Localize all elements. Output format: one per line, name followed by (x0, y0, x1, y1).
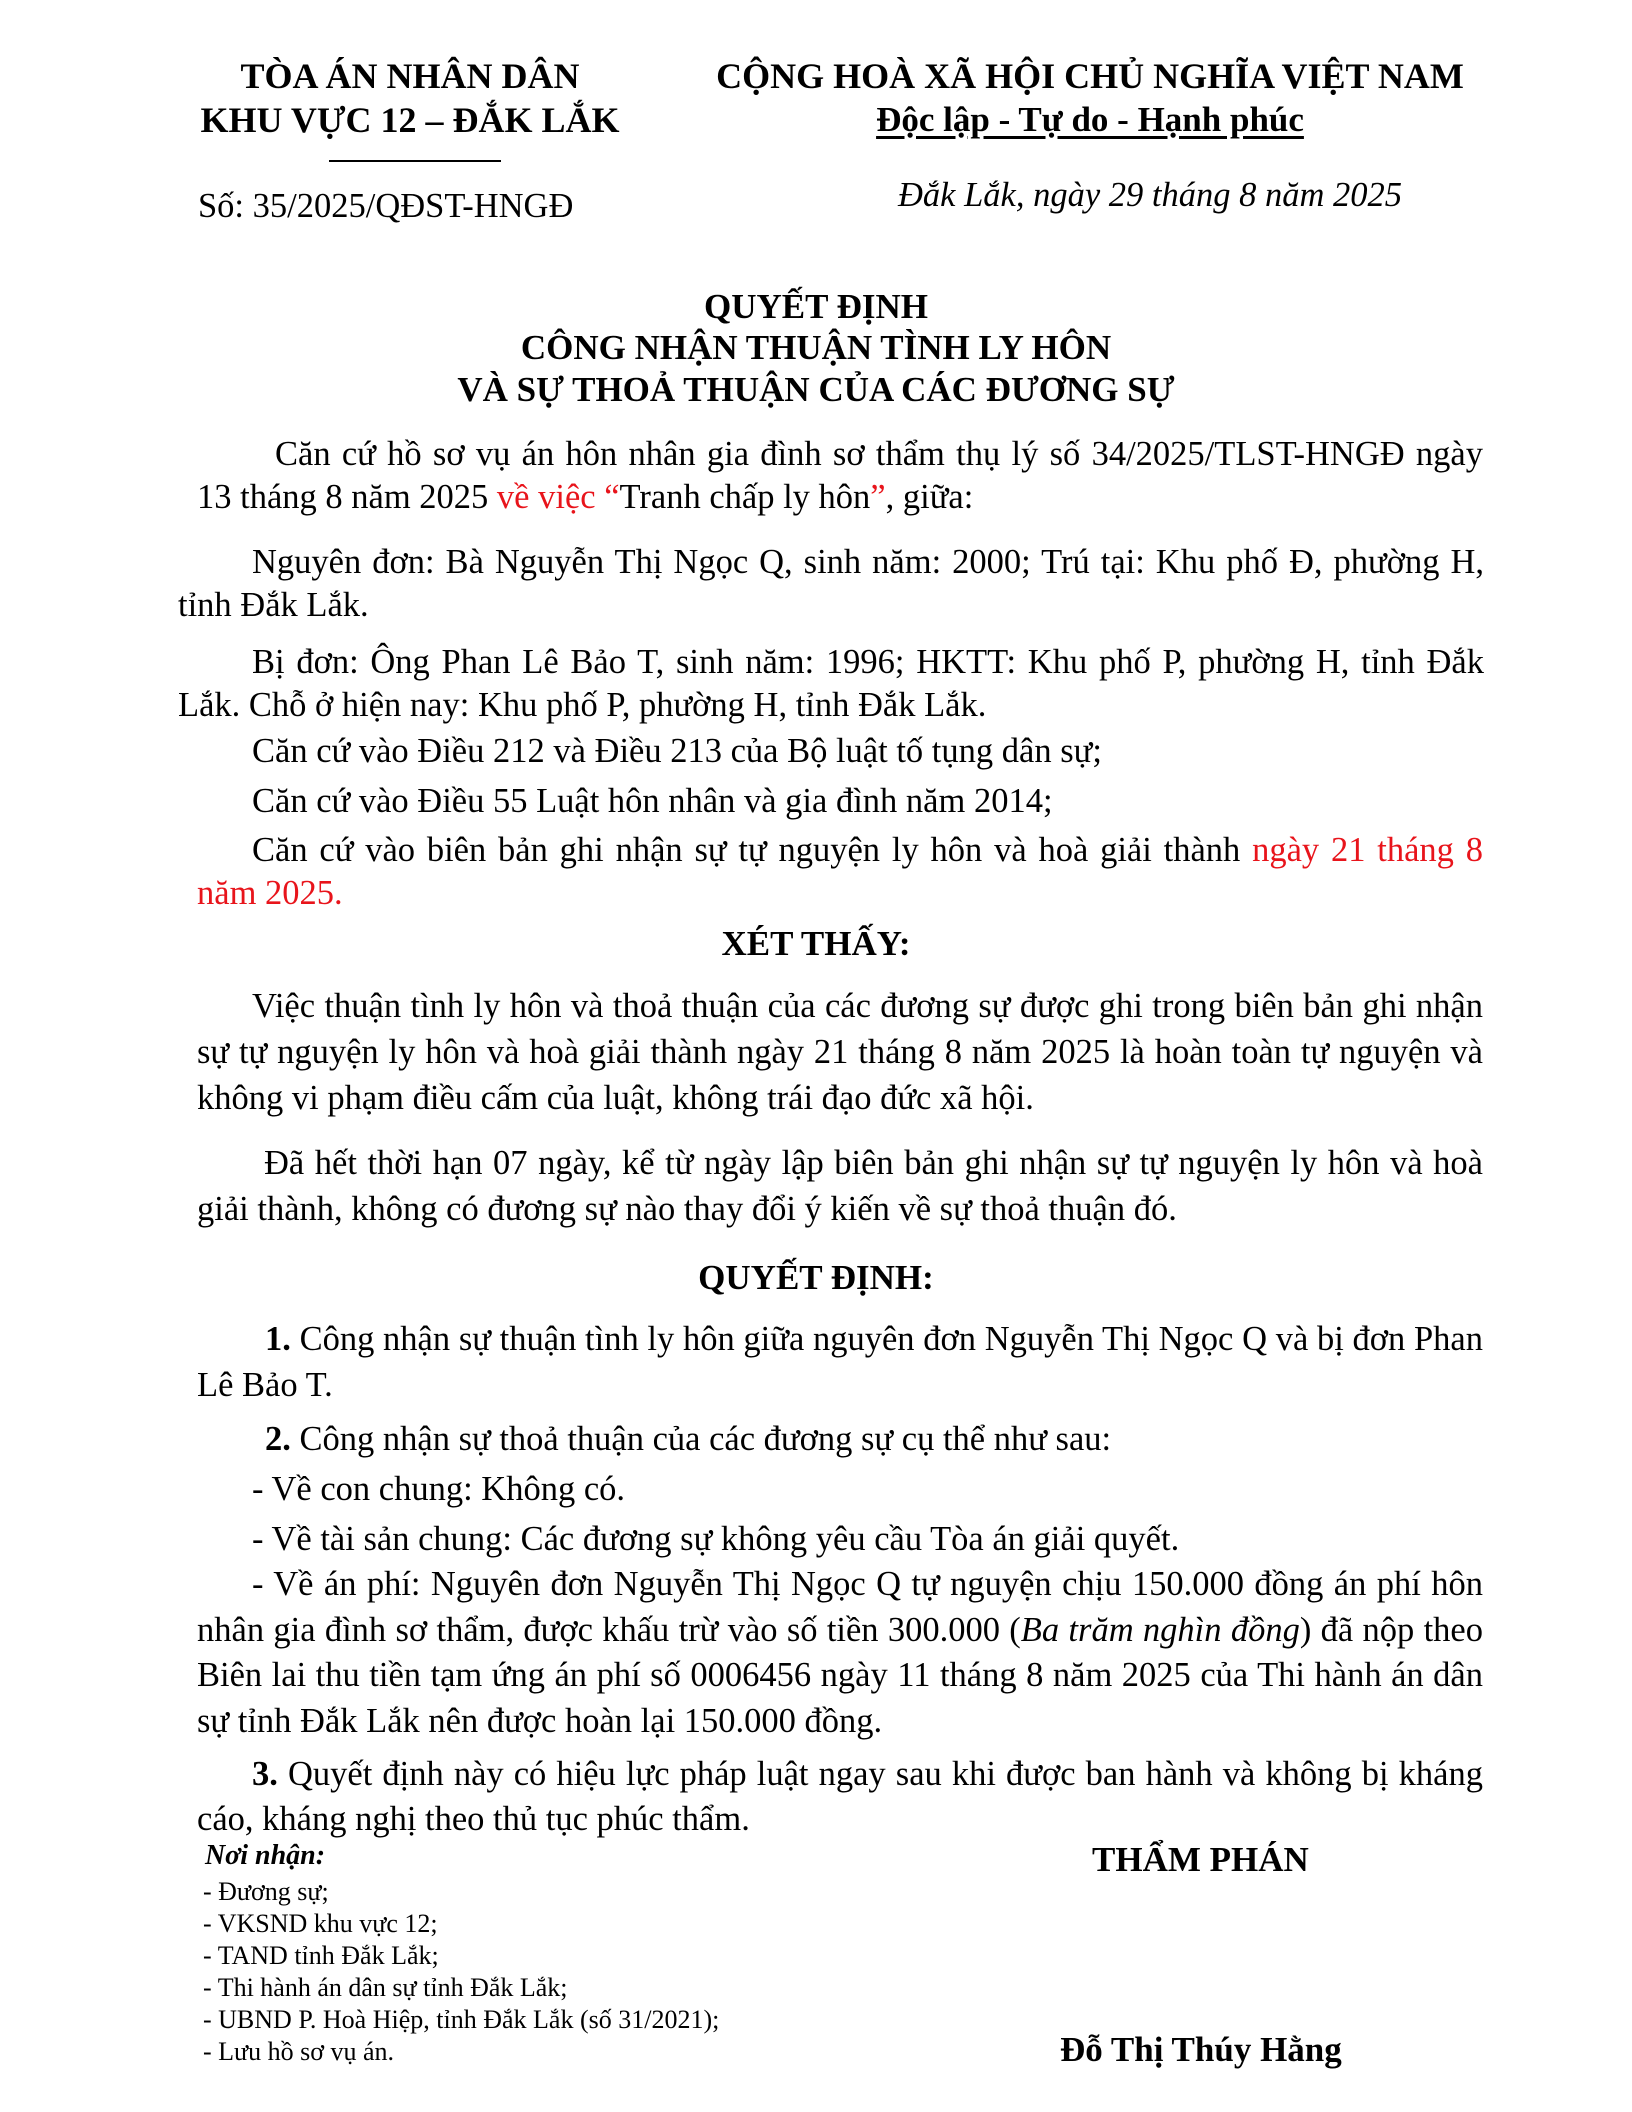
decision-item-1: 1. Công nhận sự thuận tình ly hôn giữa nguyên đơn Nguyễn Thị Ngọc Q và bị đơn Phan Lê Bảo T. (197, 1320, 1483, 1404)
court-name-line1: TÒA ÁN NHÂN DÂN (240, 56, 580, 96)
court-name-line2: KHU VỰC 12 – ĐẮK LẮK (200, 100, 620, 140)
national-motto: Độc lập - Tự do - Hạnh phúc (876, 100, 1304, 139)
decision-court-fee: - Về án phí: Nguyên đơn Nguyễn Thị Ngọc Q tự nguyện chịu 150.000 đồng án phí hôn nhân gia đình sơ thẩm, được khấu trừ vào số tiền 300.000 (Ba trăm nghìn đồng) đã nộp theo Biên lai thu tiền tạm ứng án phí số 0006456 ngày 11 tháng 8 năm 2025 của Thi hành án dân sự tỉnh Đắk Lắk nên được hoàn lại 150.000 đồng. (197, 1565, 1483, 1740)
recipient-item: - TAND tỉnh Đắk Lắk; (203, 1941, 439, 1970)
document-title: QUYẾT ĐỊNH (704, 287, 928, 326)
decision-item-2: 2. Công nhận sự thoả thuận của các đương sự cụ thể như sau: (265, 1420, 1112, 1458)
recipient-item: - UBND P. Hoà Hiệp, tỉnh Đắk Lắk (số 31/2021); (203, 2005, 720, 2034)
recipient-item: - Đương sự; (203, 1877, 329, 1906)
decision-children: - Về con chung: Không có. (252, 1470, 626, 1508)
recipients-heading: Nơi nhận: (205, 1840, 326, 1871)
minutes-date: ngày 21 tháng 8 năm 2025. (197, 831, 1483, 912)
document-number: Số: 35/2025/QĐST-HNGĐ (198, 187, 574, 225)
plaintiff-info: Nguyên đơn: Bà Nguyễn Thị Ngọc Q, sinh năm: 2000; Trú tại: Khu phố Đ, phường H, tỉnh Đắk Lắk. (178, 543, 1484, 624)
decision-heading: QUYẾT ĐỊNH: (698, 1258, 934, 1297)
document-subtitle-line1: CÔNG NHẬN THUẬN TÌNH LY HÔN (520, 328, 1112, 367)
decision-item-3: 3. Quyết định này có hiệu lực pháp luật ngay sau khi được ban hành và không bị kháng cáo, kháng nghị theo thủ tục phúc thẩm. (197, 1755, 1483, 1838)
signer-name: Đỗ Thị Thúy Hằng (1060, 2030, 1342, 2069)
signer-role: THẨM PHÁN (1092, 1840, 1309, 1879)
basis-case-subject-label: về việc (496, 478, 596, 516)
recipient-item: - Thi hành án dân sự tỉnh Đắk Lắk; (203, 1973, 568, 2002)
legal-basis-minutes: Căn cứ vào biên bản ghi nhận sự tự nguyện ly hôn và hoà giải thành ngày 21 tháng 8 năm 2025. (197, 831, 1483, 912)
legal-basis-1: Căn cứ vào Điều 212 và Điều 213 của Bộ luật tố tụng dân sự; (252, 732, 1102, 770)
defendant-info: Bị đơn: Ông Phan Lê Bảo T, sinh năm: 1996; HKTT: Khu phố P, phường H, tỉnh Đắk Lắk. Chỗ ở hiện nay: Khu phố P, phường H, tỉnh Đắk Lắk. (178, 643, 1484, 724)
recipient-item: - Lưu hồ sơ vụ án. (203, 2037, 395, 2066)
document-subtitle-line2: VÀ SỰ THOẢ THUẬN CỦA CÁC ĐƯƠNG SỰ (457, 370, 1175, 409)
place-and-date: Đắk Lắk, ngày 29 tháng 8 năm 2025 (898, 176, 1403, 214)
basis-case-file: Căn cứ hồ sơ vụ án hôn nhân gia đình sơ thẩm thụ lý số 34/2025/TLST-HNGĐ ngày 13 tháng 8 năm 2025 về việc “Tranh chấp ly hôn”, giữa: (197, 435, 1483, 516)
decision-property: - Về tài sản chung: Các đương sự không yêu cầu Tòa án giải quyết. (252, 1520, 1180, 1558)
nation-name: CỘNG HOÀ XÃ HỘI CHỦ NGHĨA VIỆT NAM (716, 56, 1464, 96)
legal-basis-2: Căn cứ vào Điều 55 Luật hôn nhân và gia đình năm 2014; (252, 782, 1053, 820)
recipient-item: - VKSND khu vực 12; (203, 1909, 438, 1938)
findings-heading: XÉT THẤY: (721, 924, 911, 963)
header-divider (329, 160, 501, 162)
findings-paragraph-2: Đã hết thời hạn 07 ngày, kể từ ngày lập biên bản ghi nhận sự tự nguyện ly hôn và hoà giải thành, không có đương sự nào thay đổi ý kiến về sự thoả thuận đó. (197, 1144, 1483, 1228)
findings-paragraph-1: Việc thuận tình ly hôn và thoả thuận của các đương sự được ghi trong biên bản ghi nhận sự tự nguyện ly hôn và hoà giải thành ngày 21 tháng 8 năm 2025 là hoàn toàn tự nguyện và không vi phạm điều cấm của luật, không trái đạo đức xã hội. (197, 987, 1483, 1117)
fee-amount-in-words: Ba trăm nghìn đồng (1020, 1610, 1300, 1649)
